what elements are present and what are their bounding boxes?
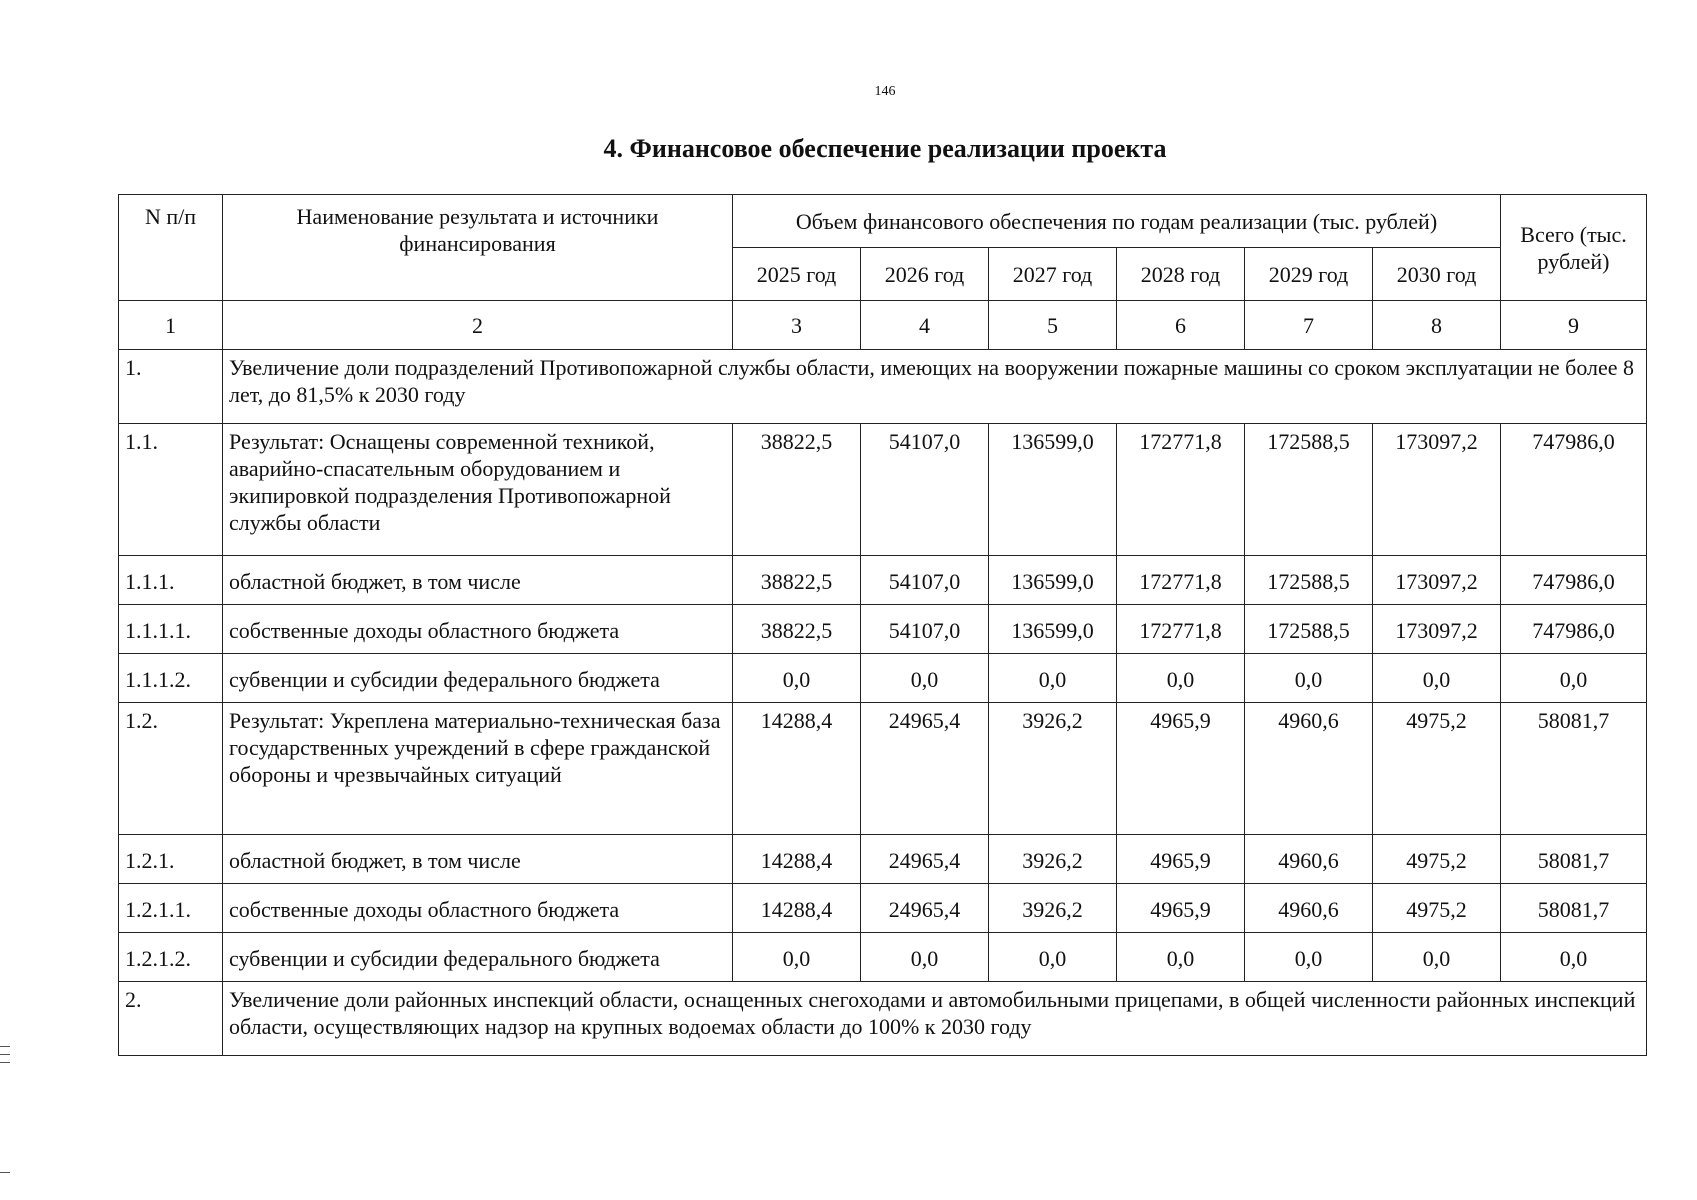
row-name: субвенции и субсидии федерального бюджета [223, 654, 733, 703]
value-2028: 172771,8 [1117, 424, 1245, 556]
row-number: 1.1.1.2. [119, 654, 223, 703]
value-2028: 4965,9 [1117, 884, 1245, 933]
section-row [119, 982, 1647, 1056]
header-year: 2027 год [989, 248, 1117, 301]
column-number: 7 [1245, 301, 1373, 350]
value-2027: 136599,0 [989, 556, 1117, 605]
header-name: Наименование результата и источники финансирования [223, 195, 733, 301]
header-volume: Объем финансового обеспечения по годам реализации (тыс. рублей) [733, 195, 1501, 248]
value-2025: 38822,5 [733, 424, 861, 556]
value-total: 747986,0 [1501, 424, 1647, 556]
value-2027: 3926,2 [989, 835, 1117, 884]
value-2028: 0,0 [1117, 933, 1245, 982]
row-name: собственные доходы областного бюджета [223, 884, 733, 933]
row-number: 1.2. [119, 703, 223, 835]
value-2027: 3926,2 [989, 703, 1117, 835]
value-2027: 136599,0 [989, 605, 1117, 654]
value-2027: 0,0 [989, 654, 1117, 703]
value-2030: 4975,2 [1373, 835, 1501, 884]
row-number: 1.1.1.1. [119, 605, 223, 654]
value-2030: 0,0 [1373, 654, 1501, 703]
value-2026: 0,0 [861, 654, 989, 703]
page-title: 4. Финансовое обеспечение реализации проекта [603, 134, 1167, 163]
value-2025: 14288,4 [733, 703, 861, 835]
column-number: 5 [989, 301, 1117, 350]
row-number: 2. [119, 982, 223, 1056]
value-2029: 0,0 [1245, 933, 1373, 982]
header-year: 2029 год [1245, 248, 1373, 301]
value-2025: 0,0 [733, 654, 861, 703]
table-row [119, 605, 1647, 654]
header-no: N п/п [119, 195, 223, 301]
value-2026: 24965,4 [861, 835, 989, 884]
row-number: 1.2.1.1. [119, 884, 223, 933]
section-title: Увеличение доли районных инспекций области, оснащенных снегоходами и автомобильными прицепами, в общей численности районных инспекций области, осуществляющих надзор на крупных водоемах области до 100% к 2030 году [223, 982, 1647, 1056]
value-total: 58081,7 [1501, 835, 1647, 884]
column-number: 2 [223, 301, 733, 350]
table-row [119, 835, 1647, 884]
page-number: 146 [874, 84, 896, 99]
scan-edge-mark [0, 1046, 10, 1047]
value-2028: 4965,9 [1117, 703, 1245, 835]
value-total: 0,0 [1501, 654, 1647, 703]
value-2030: 173097,2 [1373, 605, 1501, 654]
value-total: 747986,0 [1501, 605, 1647, 654]
value-2026: 54107,0 [861, 605, 989, 654]
value-2029: 0,0 [1245, 654, 1373, 703]
section-title: Увеличение доли подразделений Противопожарной службы области, имеющих на вооружении пожарные машины со сроком эксплуатации не более 8 лет, до 81,5% к 2030 году [223, 350, 1647, 424]
column-number: 1 [119, 301, 223, 350]
table-row [119, 884, 1647, 933]
value-2026: 24965,4 [861, 884, 989, 933]
value-2030: 0,0 [1373, 933, 1501, 982]
column-number: 4 [861, 301, 989, 350]
column-number: 6 [1117, 301, 1245, 350]
value-2026: 0,0 [861, 933, 989, 982]
value-2026: 54107,0 [861, 556, 989, 605]
header-total: Всего (тыс. рублей) [1501, 195, 1647, 301]
value-2027: 136599,0 [989, 424, 1117, 556]
row-number: 1.1.1. [119, 556, 223, 605]
section-row [119, 350, 1647, 424]
header-year: 2025 год [733, 248, 861, 301]
row-number: 1. [119, 350, 223, 424]
value-2028: 0,0 [1117, 654, 1245, 703]
value-2028: 172771,8 [1117, 556, 1245, 605]
header-year: 2030 год [1373, 248, 1501, 301]
row-name: областной бюджет, в том числе [223, 835, 733, 884]
row-name: областной бюджет, в том числе [223, 556, 733, 605]
header-year: 2026 год [861, 248, 989, 301]
value-2026: 54107,0 [861, 424, 989, 556]
row-number: 1.2.1.2. [119, 933, 223, 982]
row-name: Результат: Оснащены современной техникой, аварийно-спасательным оборудованием и экипировкой подразделения Противопожарной службы области [223, 424, 733, 556]
value-2027: 3926,2 [989, 884, 1117, 933]
column-number: 9 [1501, 301, 1647, 350]
value-2025: 14288,4 [733, 884, 861, 933]
value-2030: 4975,2 [1373, 703, 1501, 835]
scan-edge-mark [0, 1054, 10, 1055]
value-2028: 4965,9 [1117, 835, 1245, 884]
value-2026: 24965,4 [861, 703, 989, 835]
value-2030: 4975,2 [1373, 884, 1501, 933]
header-year: 2028 год [1117, 248, 1245, 301]
row-name: субвенции и субсидии федерального бюджета [223, 933, 733, 982]
value-2027: 0,0 [989, 933, 1117, 982]
value-2025: 0,0 [733, 933, 861, 982]
row-number: 1.2.1. [119, 835, 223, 884]
value-2025: 38822,5 [733, 556, 861, 605]
row-name: Результат: Укреплена материально-техническая база государственных учреждений в сфере гражданской обороны и чрезвычайных ситуаций [223, 703, 733, 835]
value-2025: 14288,4 [733, 835, 861, 884]
value-total: 747986,0 [1501, 556, 1647, 605]
value-total: 0,0 [1501, 933, 1647, 982]
value-2029: 4960,6 [1245, 703, 1373, 835]
value-total: 58081,7 [1501, 703, 1647, 835]
column-number: 3 [733, 301, 861, 350]
value-total: 58081,7 [1501, 884, 1647, 933]
value-2029: 172588,5 [1245, 556, 1373, 605]
table-row [119, 654, 1647, 703]
value-2028: 172771,8 [1117, 605, 1245, 654]
table-row [119, 703, 1647, 835]
table-row [119, 424, 1647, 556]
column-number-row [119, 301, 1647, 350]
value-2029: 172588,5 [1245, 605, 1373, 654]
table-row [119, 556, 1647, 605]
scan-edge-mark [0, 1062, 10, 1063]
scan-edge-mark [0, 1172, 10, 1173]
value-2025: 38822,5 [733, 605, 861, 654]
value-2029: 172588,5 [1245, 424, 1373, 556]
column-number: 8 [1373, 301, 1501, 350]
value-2030: 173097,2 [1373, 424, 1501, 556]
financing-table [118, 194, 1647, 1056]
row-name: собственные доходы областного бюджета [223, 605, 733, 654]
value-2029: 4960,6 [1245, 884, 1373, 933]
value-2030: 173097,2 [1373, 556, 1501, 605]
value-2029: 4960,6 [1245, 835, 1373, 884]
row-number: 1.1. [119, 424, 223, 556]
table-row [119, 933, 1647, 982]
